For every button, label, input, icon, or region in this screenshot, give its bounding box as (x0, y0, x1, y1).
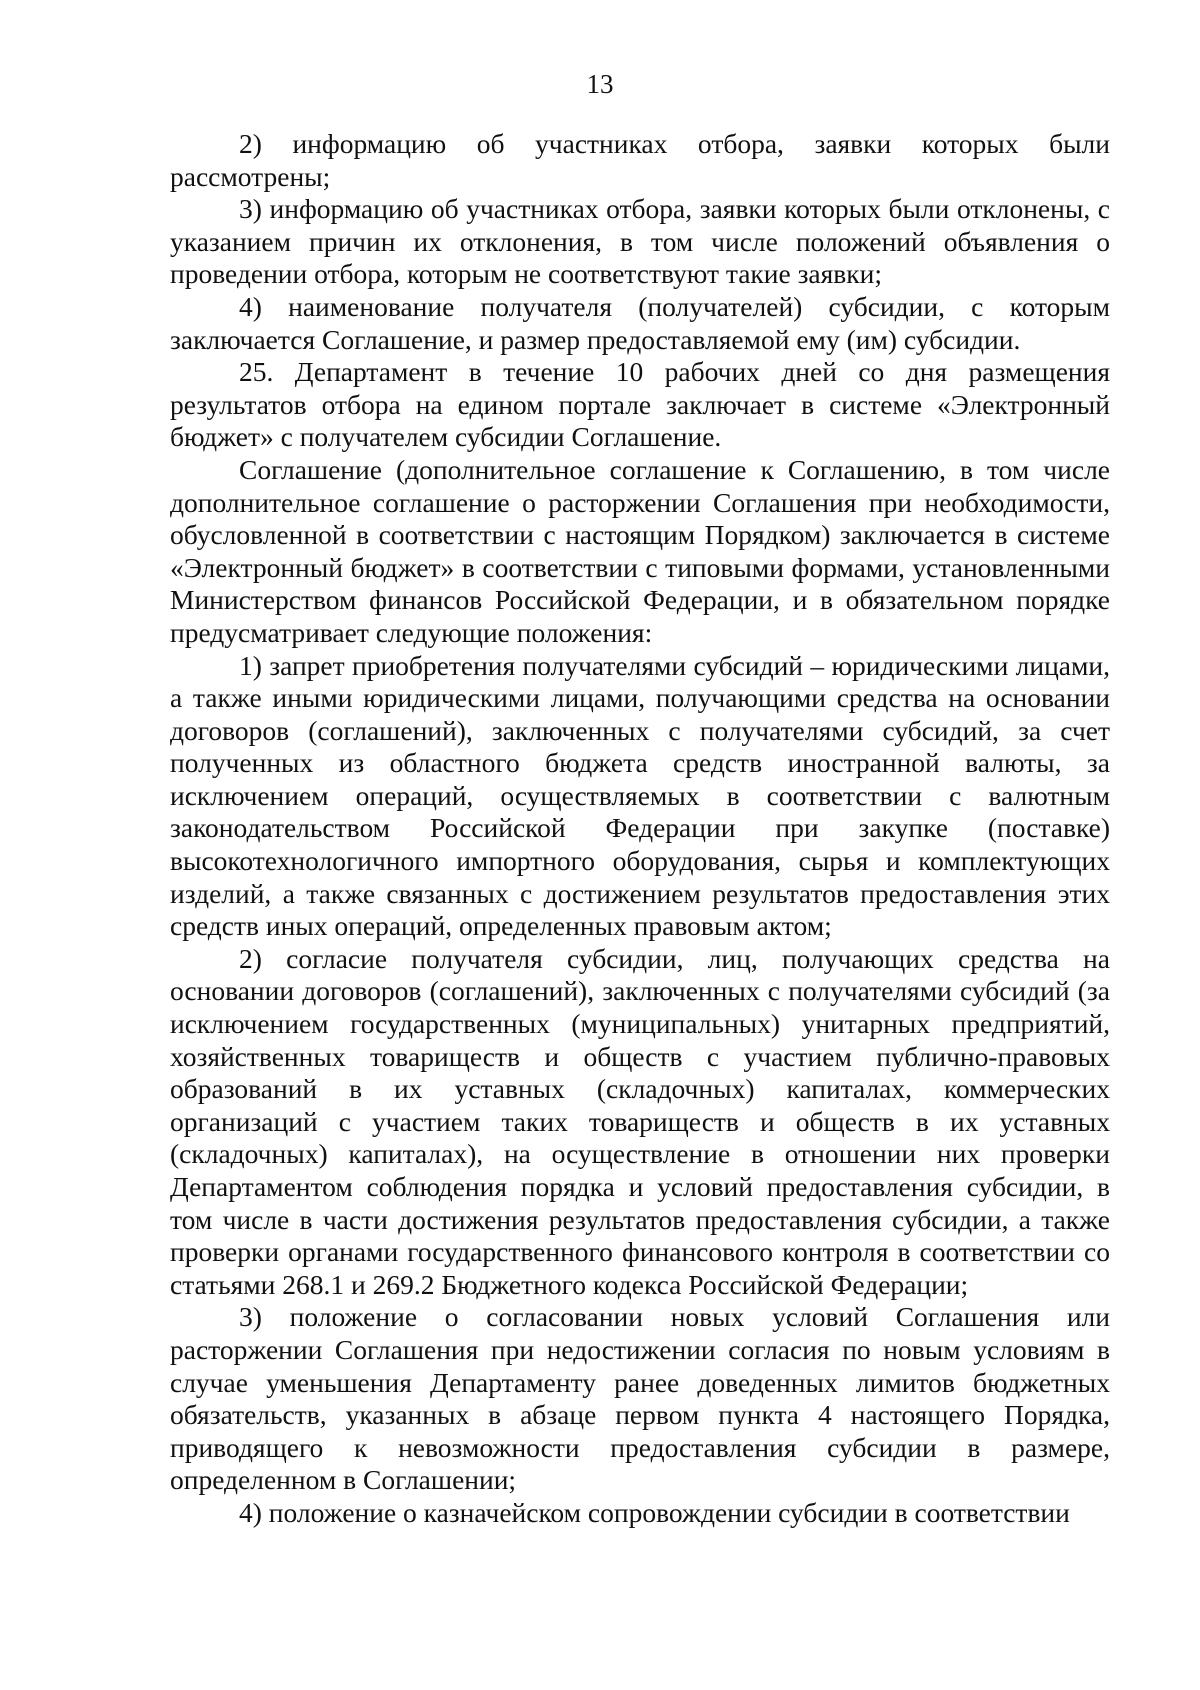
paragraph-provision-4-treasury-support: 4) положение о казначейском сопровождении субсидии в соответствии (239, 1496, 1070, 1528)
paragraph-provision-2-audit-consent: 2) согласие получателя субсидии, лиц, получающих средства на основании договоров (соглашений), заключенных с получателями субсидий (за исключением государственных (муниципальных) унитарных предприятий, хозяйственных товариществ и обществ с участием публично-правовых образований в их уставных (складочных) капиталах, коммерческих организаций с участием таких товариществ и обществ в их уставных (складочных) капиталах), на осуществление в отношении них проверки Департаментом соблюдения порядка и условий предоставления субсидии, в том числе в части достижения результатов предоставления субсидии, а также проверки органами государственного финансового контроля в соответствии со статьями 268.1 и 269.2 Бюджетного кодекса Российской Федерации; (170, 942, 1110, 1300)
paragraph-item-4-subsidy-recipient: 4) наименование получателя (получателей) субсидии, с которым заключается Соглашение, и размер предоставляемой ему (им) субсидии. (170, 290, 1110, 355)
document-body (170, 128, 1110, 1530)
page-number: 13 (586, 69, 614, 99)
paragraph-provision-3-new-conditions: 3) положение о согласовании новых условий Соглашения или расторжении Соглашения при недостижении согласия по новым условиям в случае уменьшения Департаменту ранее доведенных лимитов бюджетных обязательств, указанных в абзаце первом пункта 4 настоящего Порядка, приводящего к невозможности предоставления субсидии в размере, определенном в Соглашении; (170, 1301, 1110, 1496)
paragraph-item-3-rejected-applications: 3) информацию об участниках отбора, заявки которых были отклонены, с указанием причин их отклонения, в том числе положений объявления о проведении отбора, которым не соответствуют такие заявки; (170, 193, 1110, 290)
paragraph-agreement-provisions: Соглашение (дополнительное соглашение к Соглашению, в том числе дополнительное соглашение о расторжении Соглашения при необходимости, обусловленной в соответствии с настоящим Порядком) заключается в системе «Электронный бюджет» в соответствии с типовыми формами, установленными Министерством финансов Российской Федерации, и в обязательном порядке предусматривает следующие положения: (170, 453, 1110, 648)
paragraph-clause-25: 25. Департамент в течение 10 рабочих дней со дня размещения результатов отбора на едином портале заключает в системе «Электронный бюджет» с получателем субсидии Соглашение. (170, 356, 1110, 453)
paragraph-item-2-considered-applications: 2) информацию об участниках отбора, заявки которых были рассмотрены; (170, 128, 1110, 192)
paragraph-provision-1-currency-ban: 1) запрет приобретения получателями субсидий – юридическими лицами, а также иными юридическими лицами, получающими средства на основании договоров (соглашений), заключенных с получателями субсидий, за счет полученных из областного бюджета средств иностранной валюты, за исключением операций, осуществляемых в соответствии с валютным законодательством Российской Федерации при закупке (поставке) высокотехнологичного импортного оборудования, сырья и комплектующих изделий, а также связанных с достижением результатов предоставления этих средств иных операций, определенных правовым актом; (170, 649, 1110, 942)
